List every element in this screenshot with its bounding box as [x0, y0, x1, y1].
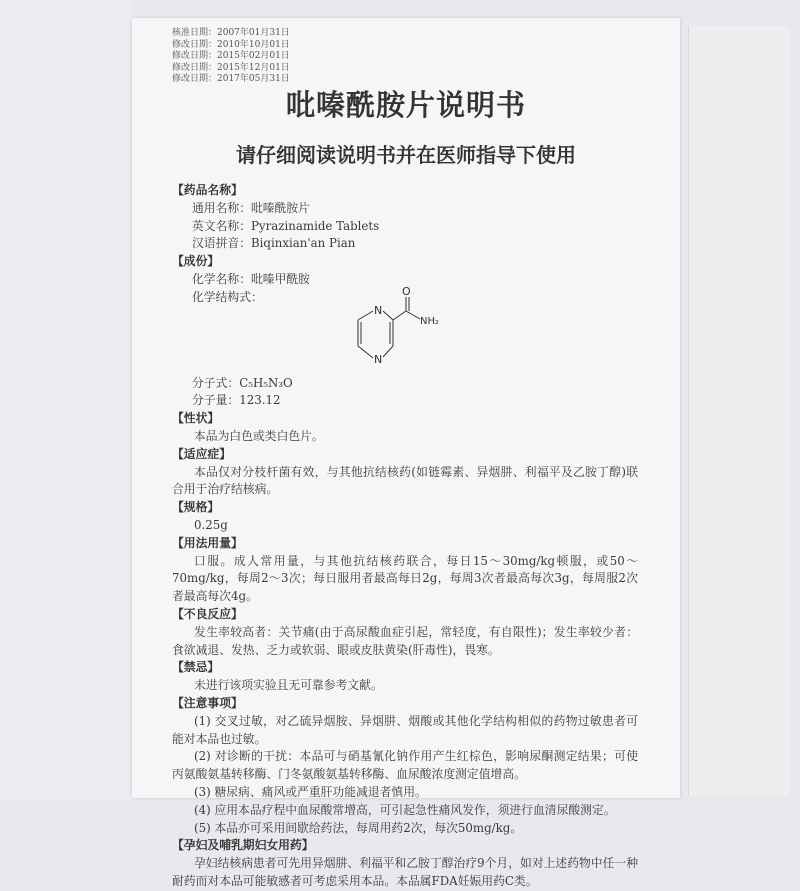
- back-sheet: [688, 26, 789, 796]
- leaflet-content: [172, 182, 638, 891]
- structure-label: 化学结构式：: [192, 289, 263, 304]
- section-header-precautions: 【注意事项】: [172, 695, 243, 710]
- section-header-properties: 【性状】: [172, 411, 220, 426]
- background: [0, 0, 132, 800]
- section-header-pregnancy: 【孕妇及哺乳期妇女用药】: [172, 838, 314, 853]
- document-subtitle: 请仔细阅读说明书并在医师指导下使用: [236, 143, 576, 167]
- document-title: 吡嗪酰胺片说明书: [285, 88, 526, 122]
- approval-date: 核准日期：2007年01月31日: [172, 28, 290, 38]
- precaution-item: (4) 应用本品疗程中血尿酸常增高，可引起急性痛风发作，须进行血清尿酸测定。: [194, 802, 616, 817]
- pregnancy-text: 孕妇结核病患者可先用异烟肼、利福平和乙胺丁醇治疗9个月，如对上述药物中任一种耐药而对本品可能敏感者可考虑采用本品。本品属FDA妊娠用药C类。: [172, 856, 638, 888]
- ring-nitrogen-top: N: [374, 303, 383, 317]
- revision-date: 修改日期：2015年12月01日: [172, 62, 290, 73]
- revision-date: 修改日期：2010年10月01日: [172, 39, 290, 50]
- properties-text: 本品为白色或类白色片。: [194, 428, 324, 443]
- section-header-drug-name: 【药品名称】: [172, 183, 243, 197]
- section-header-spec: 【规格】: [172, 500, 220, 515]
- indications-text: 本品仅对分枝杆菌有效，与其他抗结核药(如链霉素、异烟肼、利福平及乙胺丁醇)联合用于治疗结核病。: [172, 464, 638, 497]
- carbonyl-oxygen: O: [402, 284, 411, 298]
- revision-date: 修改日期：2017年05月31日: [172, 74, 290, 85]
- chemical-name: 化学名称：吡嗪甲酰胺: [192, 271, 310, 286]
- molecular-formula: 分子式：C₅H₅N₃O: [192, 375, 293, 390]
- pyrazinamide-structure-diagram: [348, 284, 448, 375]
- english-name: 英文名称：Pyrazinamide Tablets: [192, 218, 380, 233]
- section-header-contraindications: 【禁忌】: [172, 660, 220, 675]
- molecular-weight: 分子量：123.12: [192, 393, 281, 408]
- precaution-item: (5) 本品亦可采用间歇给药法，每周用药2次，每次50mg/kg。: [194, 820, 523, 835]
- spec-text: 0.25g: [194, 517, 228, 532]
- section-header-indications: 【适应症】: [172, 446, 231, 461]
- common-name: 通用名称：吡嗪酰胺片: [192, 200, 310, 215]
- section-header-adverse-reactions: 【不良反应】: [172, 606, 243, 621]
- adverse-reactions-text: 发生率较高者：关节痛(由于高尿酸血症引起，常轻度，有自限性)；发生率较少者：食欲减退、发热、乏力或软弱、眼或皮肤黄染(肝毒性)，畏寒。: [172, 624, 638, 657]
- section-header-dosage: 【用法用量】: [172, 535, 243, 550]
- amide-group: NH₂: [420, 315, 440, 327]
- pinyin-name: 汉语拼音：Biqinxian'an Pian: [192, 236, 356, 251]
- revision-dates: [172, 28, 290, 86]
- dosage-text: 口服。成人常用量，与其他抗结核药联合，每日15～30mg/kg顿服，或50～70mg/kg，每周2～3次；每日服用者最高每日2g，每周3次者最高每次3g，每周服2次者最高每次4g。: [172, 553, 638, 604]
- contraindications-text: 未进行该项实验且无可靠参考文献。: [194, 678, 383, 693]
- precaution-item: (2) 对诊断的干扰：本品可与硝基氰化钠作用产生红棕色，影响尿酮测定结果；可使丙氨酸氨基转移酶、门冬氨酸氨基转移酶、血尿酸浓度测定值增高。: [172, 749, 638, 782]
- section-header-composition: 【成份】: [172, 254, 220, 269]
- precaution-item: (1) 交叉过敏，对乙硫异烟胺、异烟肼、烟酸或其他化学结构相似的药物过敏患者可能对本品也过敏。: [172, 713, 638, 746]
- ring-nitrogen-bottom: N: [374, 352, 383, 366]
- precaution-item: (3) 糖尿病、痛风或严重肝功能减退者慎用。: [194, 784, 427, 799]
- revision-date: 修改日期：2015年02月01日: [172, 51, 290, 62]
